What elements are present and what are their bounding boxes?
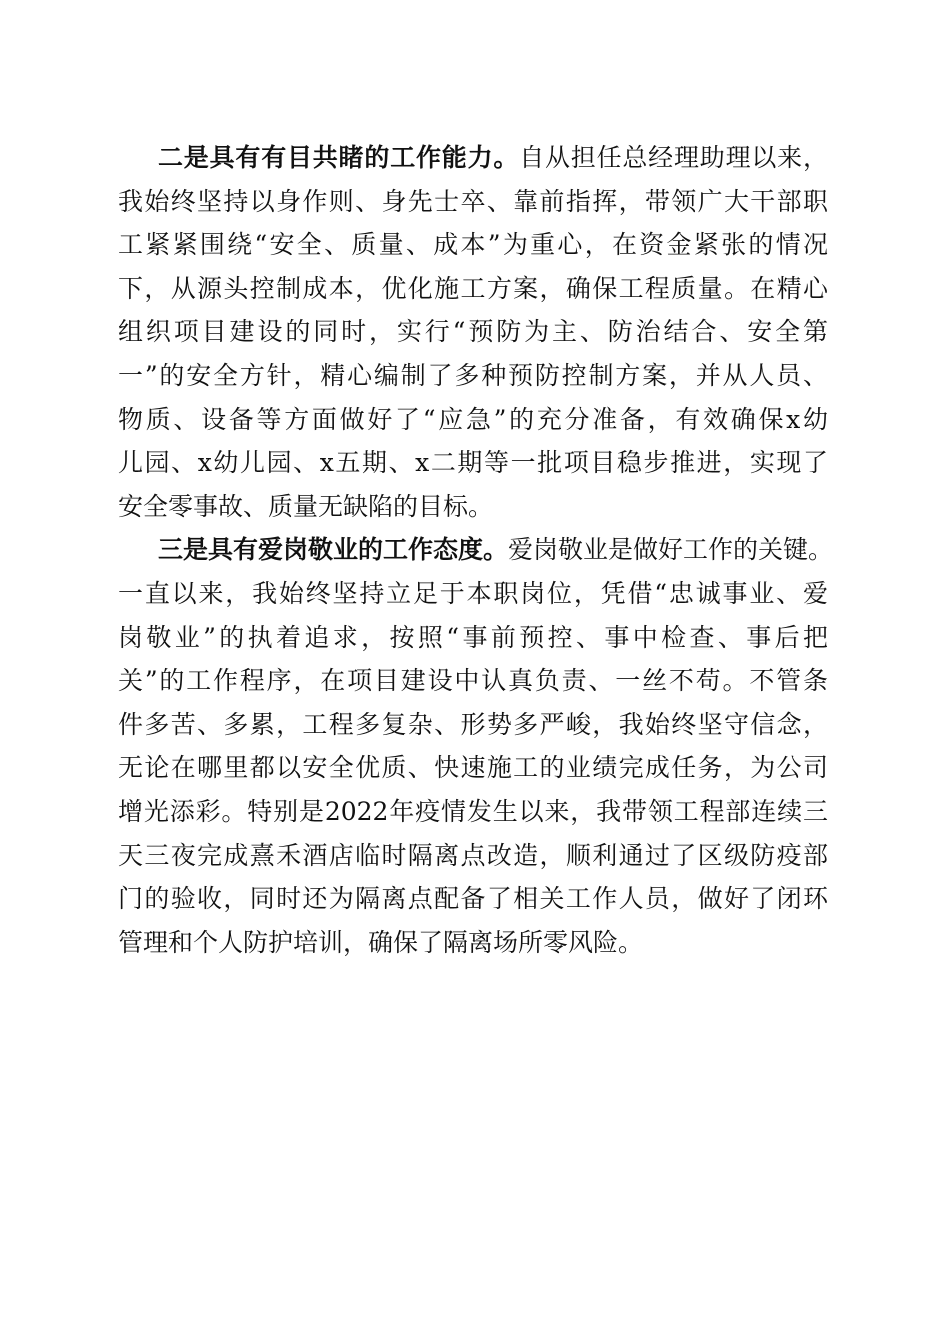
paragraph-work-attitude <box>118 528 834 964</box>
body-text <box>118 136 834 964</box>
text-line: 组织项目建设的同时，实行“预防为主、防治结合、安全第 <box>118 317 828 347</box>
paragraph-first-line <box>118 528 834 572</box>
paragraph-first-line-rest: 自从担任总经理助理以来， <box>519 143 828 172</box>
text-line: 管理和个人防护培训，确保了隔离场所零风险。 <box>118 927 644 957</box>
text-line: 安全零事故、质量无缺陷的目标。 <box>118 491 494 521</box>
text-line: 岗敬业”的执着追求，按照“事前预控、事中检查、事后把 <box>118 622 828 652</box>
text-line: 一直以来，我始终坚持立足于本职岗位，凭借“忠诚事业、爱 <box>118 578 828 608</box>
text-line: 门的验收，同时还为隔离点配备了相关工作人员，做好了闭环 <box>118 884 828 914</box>
text-line: 天三夜完成熹禾酒店临时隔离点改造，顺利通过了区级防疫部 <box>118 840 828 870</box>
text-line: 儿园、x幼儿园、x五期、x二期等一批项目稳步推进，实现了 <box>118 448 828 478</box>
text-line: 关”的工作程序，在项目建设中认真负责、一丝不苟。不管条 <box>118 666 828 696</box>
paragraph-first-line <box>118 136 828 180</box>
text-line: 下，从源头控制成本，优化施工方案，确保工程质量。在精心 <box>118 273 828 303</box>
text-line: 我始终坚持以身作则、身先士卒、靠前指挥，带领广大干部职 <box>118 186 828 216</box>
paragraph-first-line-rest: 爱岗敬业是做好工作的关键。 <box>508 535 834 565</box>
paragraph-lead: 二是具有有目共睹的工作能力。 <box>158 143 520 172</box>
text-line: 件多苦、多累，工程多复杂、形势多严峻，我始终坚守信念， <box>118 709 828 739</box>
paragraph-lead: 三是具有爱岗敬业的工作态度。 <box>158 535 509 565</box>
text-line: 工紧紧围绕“安全、质量、成本”为重心，在资金紧张的情况 <box>118 230 828 260</box>
text-line: 物质、设备等方面做好了“应急”的充分准备，有效确保x幼 <box>118 404 828 434</box>
paragraph-work-ability <box>118 136 828 528</box>
text-line: 无论在哪里都以安全优质、快速施工的业绩完成任务，为公司 <box>118 753 828 783</box>
text-line: 一”的安全方针，精心编制了多种预防控制方案，并从人员、 <box>118 360 828 390</box>
text-line: 增光添彩。特别是2022年疫情发生以来，我带领工程部连续三 <box>118 796 828 826</box>
